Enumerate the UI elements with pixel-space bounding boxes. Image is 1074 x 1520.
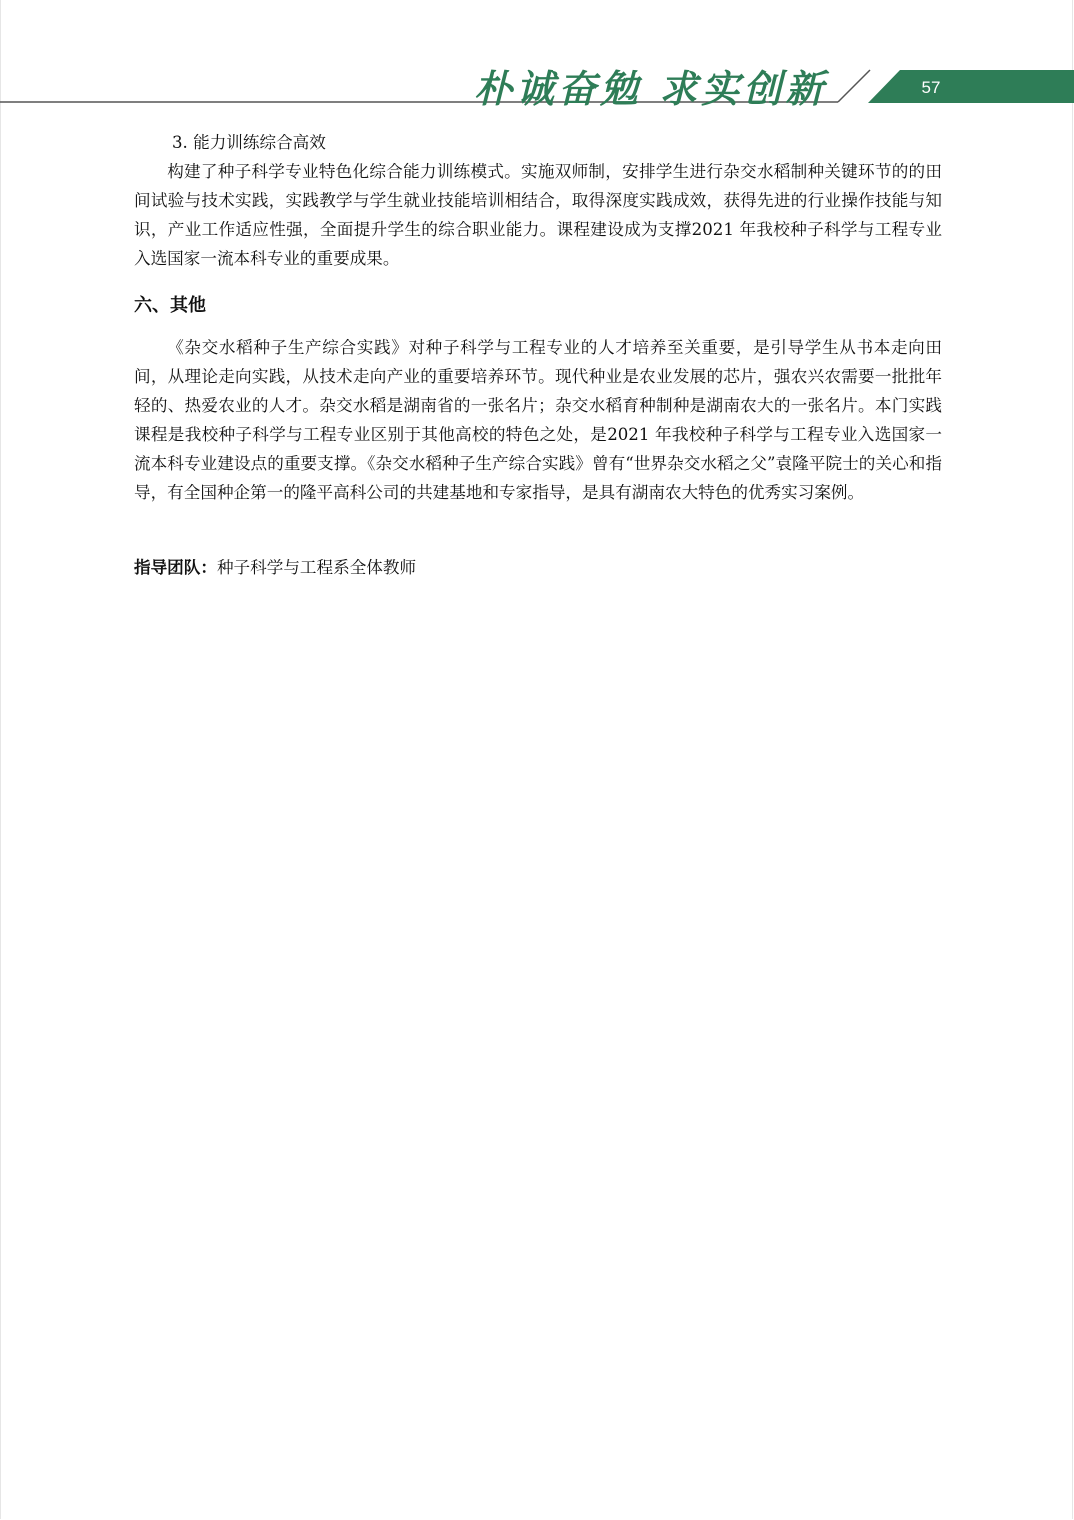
subsection-paragraph: 构建了种子科学专业特色化综合能力训练模式。实施双师制，安排学生进行杂交水稻制种关键环节的的田间试验与技术实践，实践教学与学生就业技能培训相结合，取得深度实践成效，获得先进的行业操作技能与知识，产业工作适应性强，全面提升学生的综合职业能力。课程建设成为支撑2021 年我校种子科学与工程专业入选国家一流本科专业的重要成果。: [134, 162, 942, 268]
team-label: 指导团队：: [134, 558, 217, 577]
header-slash: [838, 70, 870, 102]
guidance-team: [134, 553, 942, 582]
page-header: [0, 0, 1074, 110]
page-number-tab: [868, 70, 1074, 103]
page-content: [134, 128, 942, 582]
team-value: 种子科学与工程系全体教师: [216, 558, 417, 577]
page-number: 57: [921, 78, 941, 97]
subsection-heading: 3. 能力训练综合高效: [172, 133, 326, 152]
section-paragraph: 《杂交水稻种子生产综合实践》对种子科学与工程专业的人才培养至关重要，是引导学生从书本走向田间，从理论走向实践，从技术走向产业的重要培养环节。现代种业是农业发展的芯片，强农兴农需要一批批年轻的、热爱农业的人才。杂交水稻是湖南省的一张名片；杂交水稻育种制种是湖南农大的一张名片。本门实践课程是我校种子科学与工程专业区别于其他高校的特色之处，是2021 年我校种子科学与工程专业入选国家一流本科专业建设点的重要支撑。《杂交水稻种子生产综合实践》曾有“世界杂交水稻之父”袁隆平院士的关心和指导，有全国种企第一的隆平高科公司的共建基地和专家指导，是具有湖南农大特色的优秀实习案例。: [134, 338, 942, 502]
section-title: 六、其他: [134, 295, 206, 316]
spacer: [134, 507, 942, 553]
school-motto: 朴诚奋勉 求实创新: [474, 66, 828, 111]
